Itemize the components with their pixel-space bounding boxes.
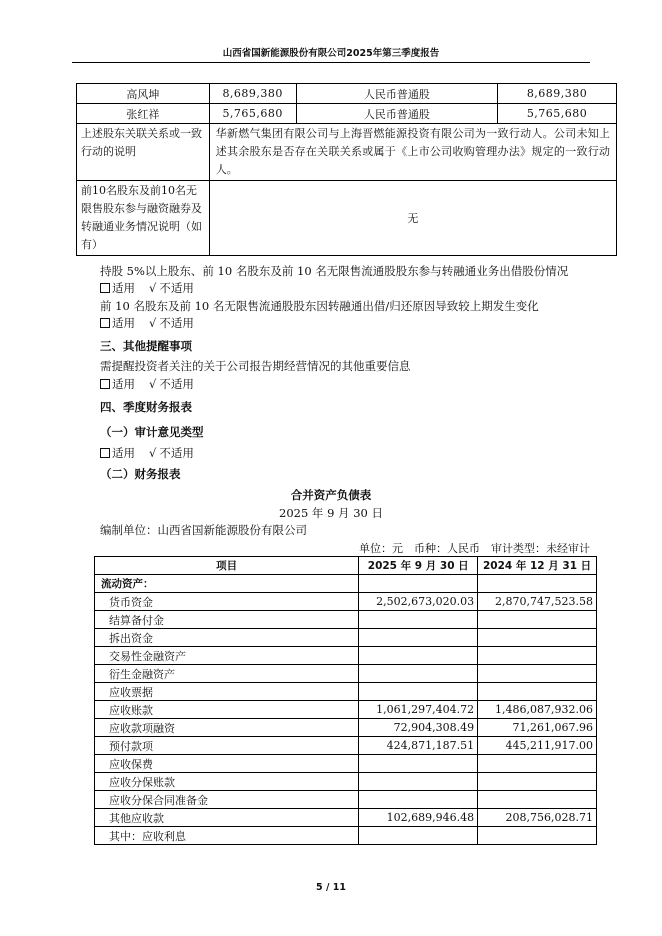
prior-value: 2,870,747,523.58 (478, 593, 597, 611)
current-value: 72,904,308.49 (359, 719, 478, 737)
applicability-check: 适用 √ 不适用 (100, 315, 194, 331)
column-header-current: 2025 年 9 月 30 日 (359, 557, 478, 575)
prior-value: 445,211,917.00 (478, 737, 597, 755)
item-label: 预付款项 (95, 737, 359, 755)
shareholder-shares: 5,765,680 (209, 104, 296, 124)
share-type: 人民币普通股 (296, 104, 497, 124)
prior-value (478, 683, 597, 701)
prior-value (478, 629, 597, 647)
item-label: 应收票据 (95, 683, 359, 701)
margin-label: 前10名股东及前10名无限售股东参与融资融券及转融通业务情况说明（如有） (77, 181, 210, 256)
item-label: 应收账款 (95, 701, 359, 719)
current-value (359, 755, 478, 773)
current-value: 102,689,946.48 (359, 809, 478, 827)
column-header-prior: 2024 年 12 月 31 日 (478, 557, 597, 575)
shareholder-name: 张红祥 (77, 104, 210, 124)
compiler-unit: 编制单位：山西省国新能源股份有限公司 (100, 523, 307, 537)
statement-date: 2025 年 9 月 30 日 (279, 506, 383, 520)
prior-value (478, 611, 597, 629)
table-row (95, 737, 597, 755)
item-label: 其中：应收利息 (95, 827, 359, 845)
subsection-heading: （二）财务报表 (100, 467, 181, 481)
table-row (95, 701, 597, 719)
current-value (359, 827, 478, 845)
tick-icon: √ (149, 316, 157, 330)
item-label: 应收保费 (95, 755, 359, 773)
section-heading: 四、季度财务报表 (100, 400, 192, 414)
table-row (95, 611, 597, 629)
prior-value (478, 773, 597, 791)
checkbox-icon (100, 379, 110, 389)
item-label: 衍生金融资产 (95, 665, 359, 683)
lending-info-text: 持股 5%以上股东、前 10 名股东及前 10 名无限售流通股股东参与转融通业务出借股份情况 (100, 264, 569, 278)
table-row (95, 773, 597, 791)
prior-value (478, 791, 597, 809)
shareholder-table (76, 83, 617, 256)
margin-text: 无 (209, 181, 616, 256)
table-row (77, 124, 617, 181)
category-label: 流动资产： (95, 575, 359, 593)
applicability-check: 适用 √ 不适用 (100, 376, 194, 392)
unit-currency-line: 单位：元 币种：人民币 审计类型：未经审计 (359, 542, 590, 555)
current-value: 2,502,673,020.03 (359, 593, 478, 611)
current-value (359, 773, 478, 791)
item-label: 应收分保合同准备金 (95, 791, 359, 809)
table-row (95, 665, 597, 683)
applicability-check: 适用 √ 不适用 (100, 280, 194, 296)
table-row (77, 181, 617, 256)
lending-change-text: 前 10 名股东及前 10 名无限售流通股股东因转融通出借/归还原因导致较上期发生变化 (100, 299, 539, 313)
table-row (95, 755, 597, 773)
item-label: 应收款项融资 (95, 719, 359, 737)
current-value (359, 683, 478, 701)
header-rule (72, 62, 590, 63)
table-row (95, 575, 597, 593)
prior-value (478, 665, 597, 683)
checkbox-icon (100, 318, 110, 328)
table-row (95, 827, 597, 845)
report-header-title: 山西省国新能源股份有限公司2025年第三季度报告 (222, 48, 440, 59)
statement-title: 合并资产负债表 (290, 488, 372, 502)
relation-label: 上述股东关联关系或一致行动的说明 (77, 124, 210, 181)
applicability-check: 适用 √ 不适用 (100, 445, 194, 461)
prior-value: 208,756,028.71 (478, 809, 597, 827)
table-row (95, 629, 597, 647)
prior-value (478, 827, 597, 845)
checkbox-icon (100, 448, 110, 458)
tick-icon: √ (149, 281, 157, 295)
balance-sheet-table (94, 556, 597, 845)
share-amount: 5,765,680 (498, 104, 617, 124)
item-label: 货币资金 (95, 593, 359, 611)
current-value (359, 629, 478, 647)
prior-value: 71,261,067.96 (478, 719, 597, 737)
prior-value (478, 755, 597, 773)
current-value: 424,871,187.51 (359, 737, 478, 755)
share-amount: 8,689,380 (498, 84, 617, 104)
table-row (95, 683, 597, 701)
current-value (359, 791, 478, 809)
item-label: 交易性金融资产 (95, 647, 359, 665)
table-row (95, 809, 597, 827)
table-row (95, 719, 597, 737)
tick-icon: √ (149, 377, 157, 391)
table-row (95, 791, 597, 809)
tick-icon: √ (149, 446, 157, 460)
item-label: 其他应收款 (95, 809, 359, 827)
section-heading: 三、其他提醒事项 (100, 339, 192, 353)
reminder-text: 需提醒投资者关注的关于公司报告期经营情况的其他重要信息 (100, 359, 411, 373)
table-row (95, 593, 597, 611)
shareholder-name: 高风坤 (77, 84, 210, 104)
checkbox-icon (100, 283, 110, 293)
current-value (359, 665, 478, 683)
table-header-row (95, 557, 597, 575)
prior-value (478, 647, 597, 665)
shareholder-shares: 8,689,380 (209, 84, 296, 104)
prior-value: 1,486,087,932.06 (478, 701, 597, 719)
current-value (359, 611, 478, 629)
column-header-item: 项目 (95, 557, 359, 575)
current-value (359, 647, 478, 665)
table-row (77, 84, 617, 104)
share-type: 人民币普通股 (296, 84, 497, 104)
table-row (77, 104, 617, 124)
table-row (95, 647, 597, 665)
item-label: 拆出资金 (95, 629, 359, 647)
page-number: 5 / 11 (316, 882, 346, 893)
current-value: 1,061,297,404.72 (359, 701, 478, 719)
item-label: 结算备付金 (95, 611, 359, 629)
relation-text: 华新燃气集团有限公司与上海晋燃能源投资有限公司为一致行动人。公司未知上述其余股东是否存在关联关系或属于《上市公司收购管理办法》规定的一致行动人。 (209, 124, 616, 181)
item-label: 应收分保账款 (95, 773, 359, 791)
subsection-heading: （一）审计意见类型 (100, 425, 204, 439)
